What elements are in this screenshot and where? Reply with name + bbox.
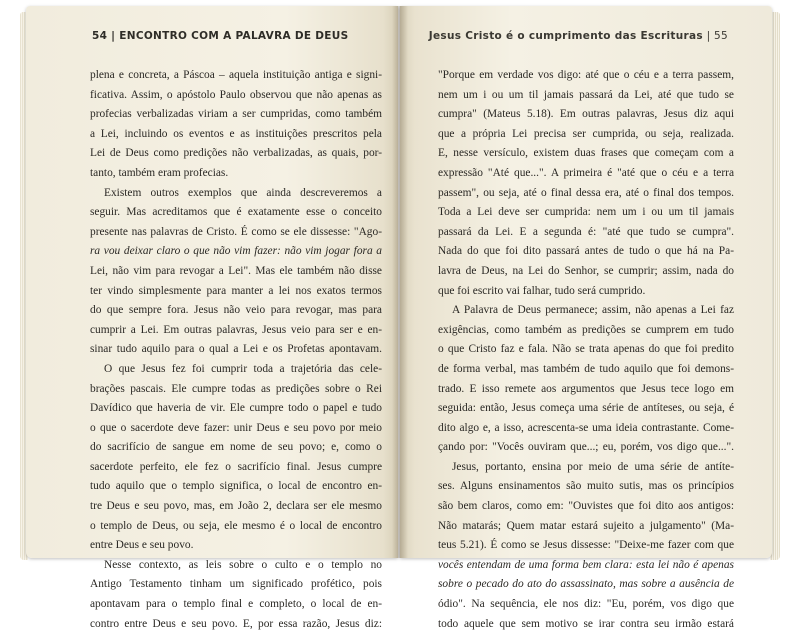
text-line: ódio". Na sequência, ele nos diz: "Eu, porém, vos digo que xyxy=(438,598,734,611)
text-line: sacerdote perfeito, ele fez o sacrifício final. Jesus cumpre xyxy=(90,460,382,473)
text-line: sobre o pecado do ato do assassinato, mas sobre a ausência de xyxy=(438,578,734,591)
text-line: Lei, não vim para revogar a Lei". Mas ele também não disse xyxy=(90,264,382,277)
text-line: todo aquele que sem motivo se irar contra seu irmão estará xyxy=(438,617,734,630)
text-line: são bem claros, como em: "Ouvistes que foi dito aos antigos: xyxy=(438,500,734,513)
text-line: Existem outros exemplos que ainda descreveremos a xyxy=(104,186,382,199)
text-line: a Lei, incluindo os eventos e as instituições prescritos pela xyxy=(90,127,382,140)
text-line: çando por: "Vocês ouviram que...; eu, porém, vos digo que...". xyxy=(438,441,734,454)
text-line: profecias verbalizadas viriam a ser cumpridas, como também xyxy=(90,108,382,121)
text-line: plena e concreta, a Páscoa – aquela instituição antiga e signi- xyxy=(90,69,382,81)
text-line: contro entre Deus e seu povo. E, por essa razão, Jesus diz: xyxy=(90,617,382,630)
text-line: vocês entendam de uma forma bem clara: esta lei não é apenas xyxy=(438,558,734,571)
text-line: O que Jesus fez foi cumprir toda a trajetória das cele- xyxy=(104,362,382,375)
text-line: apontavam para o templo final e completo, o local de en- xyxy=(90,598,382,611)
text-line: Toda a Lei deve ser cumprida: nem um i ou um til jamais xyxy=(438,206,734,219)
text-line: sinar tudo aquilo para o qual a Lei e os Profetas apontavam. xyxy=(90,343,382,356)
chapter-title: Jesus Cristo é o cumprimento das Escrituras xyxy=(428,30,703,42)
text-line: nem um i ou um til jamais passará da Lei, até que tudo se xyxy=(438,88,734,101)
text-line: trado. E isso remete aos argumentos que Jesus tece logo em xyxy=(438,382,734,395)
text-line: brações pascais. Ele cumpre todas as predições sobre o Rei xyxy=(90,382,382,395)
right-page-header xyxy=(429,30,728,42)
text-line: passará da Lei. E a segunda é: "até que tudo se cumpra". xyxy=(438,225,734,238)
text-line: do sacrifício de sangue em nome de seu povo; e, como o xyxy=(90,441,382,454)
text-line: Jesus, portanto, ensina por meio de uma série de antíte- xyxy=(452,460,734,473)
text-line: Não matarás; Quem matar estará sujeito a julgamento" (Ma- xyxy=(438,519,734,532)
text-line: E, nesse versículo, existem duas frases que começam com a xyxy=(438,147,734,160)
page-number: | 55 xyxy=(706,30,728,42)
text-line: Antigo Testamento tinham um significado profético, pois xyxy=(90,578,382,591)
text-line: ter vindo simplesmente para manter a lei nos exatos termos xyxy=(90,284,382,297)
text-line: exigências, como também as predições se cumprem em tudo xyxy=(438,323,734,336)
text-line: ses. Alguns ensinamentos são muito sutis, mas os princípios xyxy=(438,480,734,493)
text-line: Nesse contexto, as leis sobre o culto e o templo no xyxy=(104,558,382,571)
text-line: tanto, também eram profecias. xyxy=(90,166,229,179)
text-line: tudo aquilo que o templo significa, o local de encontro en- xyxy=(90,480,382,493)
text-line: dito algo e, a isso, acrescenta-se uma ideia contrastante. Come- xyxy=(438,421,734,434)
text-line: lavra de Deus, na Lei do Senhor, se cumprir; assim, nada do xyxy=(438,264,734,277)
text-line: passem", ou seja, até o final dessa era, até o final dos tempos. xyxy=(438,186,734,199)
text-line: do que sempre fora. Jesus não veio para revogar, mas para xyxy=(90,304,382,317)
text-line: "Porque em verdade vos digo: até que o céu e a terra passem, xyxy=(438,69,734,81)
text-line: ra vou deixar claro o que não vim fazer: não vim jogar fora a xyxy=(90,245,382,258)
text-line: Davídico que haveria de vir. Ele cumpre todo o papel e tudo xyxy=(90,402,382,415)
text-line: expressão "Até que...". A primeira é "até que o céu e a terra xyxy=(438,166,734,179)
text-line: Lei de Deus como predições não verbalizadas, as quais, por- xyxy=(90,147,382,160)
text-line: ficativa. Assim, o apóstolo Paulo observou que não apenas as xyxy=(90,88,382,101)
text-line: seguida: então, Jesus começa uma série de antíteses, ou seja, é xyxy=(438,402,734,415)
text-line: cumpra" (Mateus 5.18). Em outras palavras, Jesus diz aqui xyxy=(438,108,734,121)
text-line: o que o sacerdote deve fazer: unir Deus e seu povo por meio xyxy=(90,421,382,434)
left-page-header: 54 | ENCONTRO COM A PALAVRA DE DEUS xyxy=(92,30,349,42)
right-page xyxy=(400,6,772,630)
text-line: presente nas palavras de Cristo. É como se ele dissesse: "Ago- xyxy=(90,225,382,238)
text-line: que a própria Lei precisa ser cumprida, ou seja, realizada. xyxy=(438,127,734,140)
text-line: que foi escrito vai falhar, tudo será cumprido. xyxy=(438,284,646,297)
text-line: entre Deus e seu povo. xyxy=(90,539,194,552)
left-page-body xyxy=(90,66,382,634)
text-line: A Palavra de Deus permanece; assim, não apenas a Lei faz xyxy=(452,304,734,317)
text-line: teus 5.21). É como se Jesus dissesse: "Deixe-me fazer com que xyxy=(438,539,734,552)
left-page xyxy=(26,6,398,630)
text-line: Nada do que foi dito passará antes de tudo o que há na Pa- xyxy=(438,245,734,258)
text-line: seguir. Mas acreditamos que é exatamente esse o conceito xyxy=(90,206,382,219)
text-line: cumprir a Lei. Em outras palavras, Jesus veio para ser e en- xyxy=(90,323,382,336)
book-gutter xyxy=(392,6,408,558)
text-line: o que Cristo faz e fala. Não se trata apenas do que foi predito xyxy=(438,343,734,356)
text-line: o templo de Deus, ou seja, ele mesmo é o local de encontro xyxy=(90,519,382,532)
text-line: de forma verbal, mas também de tudo aquilo que foi demons- xyxy=(438,362,734,375)
right-page-body xyxy=(438,66,734,634)
text-line: tre Deus e seu povo, mas, em João 2, declara ser ele mesmo xyxy=(90,500,382,513)
